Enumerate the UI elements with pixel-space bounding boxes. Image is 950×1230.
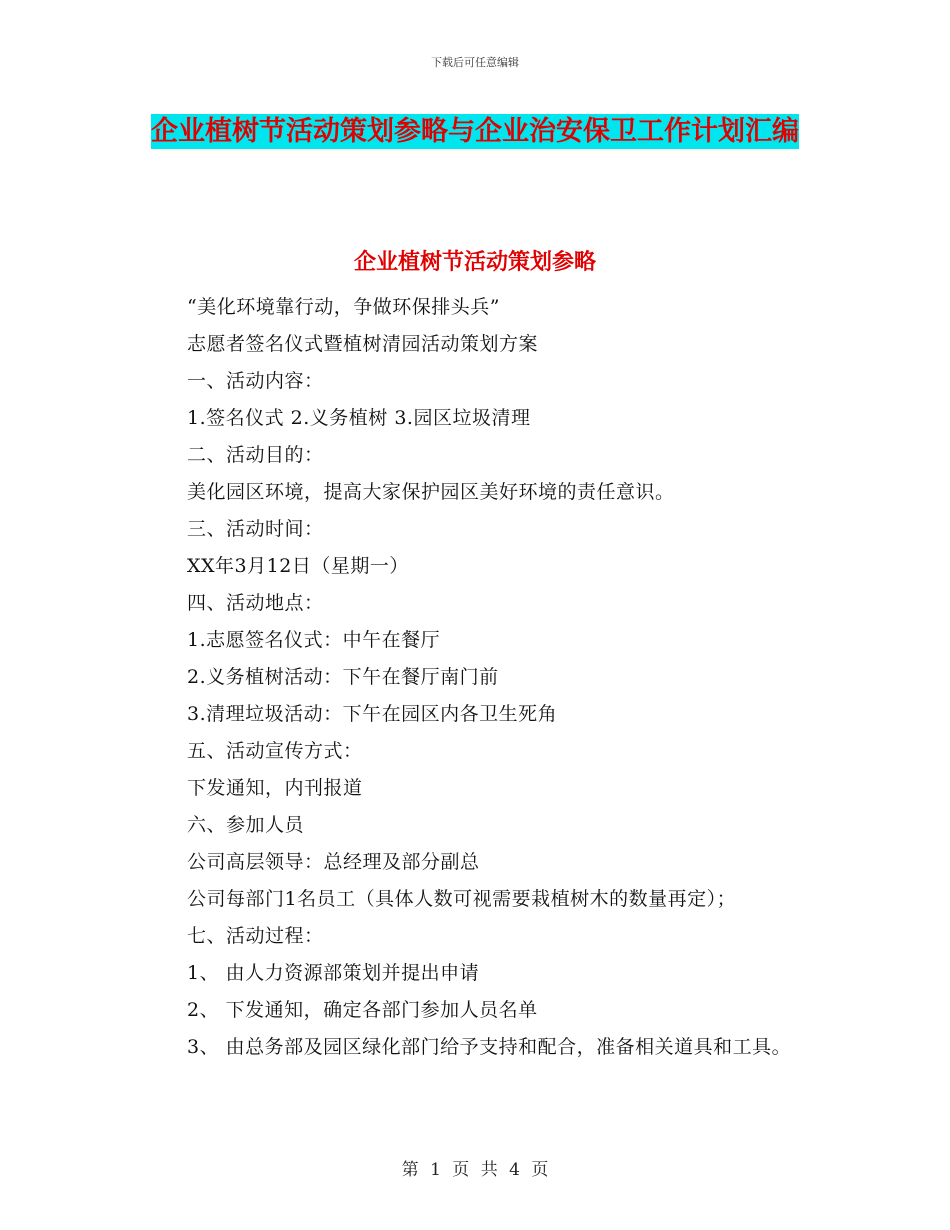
body-line: XX年3月12日（星期一） bbox=[187, 555, 409, 577]
page-footer: 第 1 页 共 4 页 bbox=[401, 1160, 549, 1180]
body-line: 七、活动过程： bbox=[187, 925, 324, 947]
body-line: 二、活动目的： bbox=[187, 444, 324, 466]
body-line: 美化园区环境，提高大家保护园区美好环境的责任意识。 bbox=[187, 481, 675, 503]
body-line: 下发通知，内刊报道 bbox=[187, 777, 363, 799]
body-line: 公司高层领导：总经理及部分副总 bbox=[187, 851, 480, 873]
body-line: “美化环境靠行动，争做环保排头兵” bbox=[187, 296, 500, 318]
body-line: 1.志愿签名仪式：中午在餐厅 bbox=[187, 629, 441, 651]
body-line: 1.签名仪式 2.义务植树 3.园区垃圾清理 bbox=[187, 407, 531, 429]
body-line: 1、 由人力资源部策划并提出申请 bbox=[187, 962, 480, 984]
body-line: 3.清理垃圾活动：下午在园区内各卫生死角 bbox=[187, 703, 558, 725]
body-line: 一、活动内容： bbox=[187, 370, 324, 392]
body-line: 公司每部门1名员工（具体人数可视需要栽植树木的数量再定）； bbox=[187, 888, 737, 910]
body-line: 2.义务植树活动：下午在餐厅南门前 bbox=[187, 666, 499, 688]
body-line: 志愿者签名仪式暨植树清园活动策划方案 bbox=[187, 333, 539, 355]
document-body bbox=[140, 289, 810, 1066]
section-title: 企业植树节活动策划参略 bbox=[353, 250, 596, 275]
document-title-text: 企业植树节活动策划参略与企业治安保卫工作计划汇编 bbox=[151, 116, 799, 147]
body-line: 四、活动地点： bbox=[187, 592, 324, 614]
header-note: 下载后可任意编辑 bbox=[431, 56, 519, 69]
body-line: 三、活动时间： bbox=[187, 518, 324, 540]
body-line: 五、活动宣传方式： bbox=[187, 740, 363, 762]
document-title bbox=[140, 110, 810, 154]
body-paragraph: 3、 由总务部及园区绿化部门给予支持和配合，准备相关道具和工具。 bbox=[187, 1036, 792, 1058]
body-line: 2、 下发通知，确定各部门参加人员名单 bbox=[187, 999, 538, 1021]
body-line: 六、参加人员 bbox=[187, 814, 305, 836]
